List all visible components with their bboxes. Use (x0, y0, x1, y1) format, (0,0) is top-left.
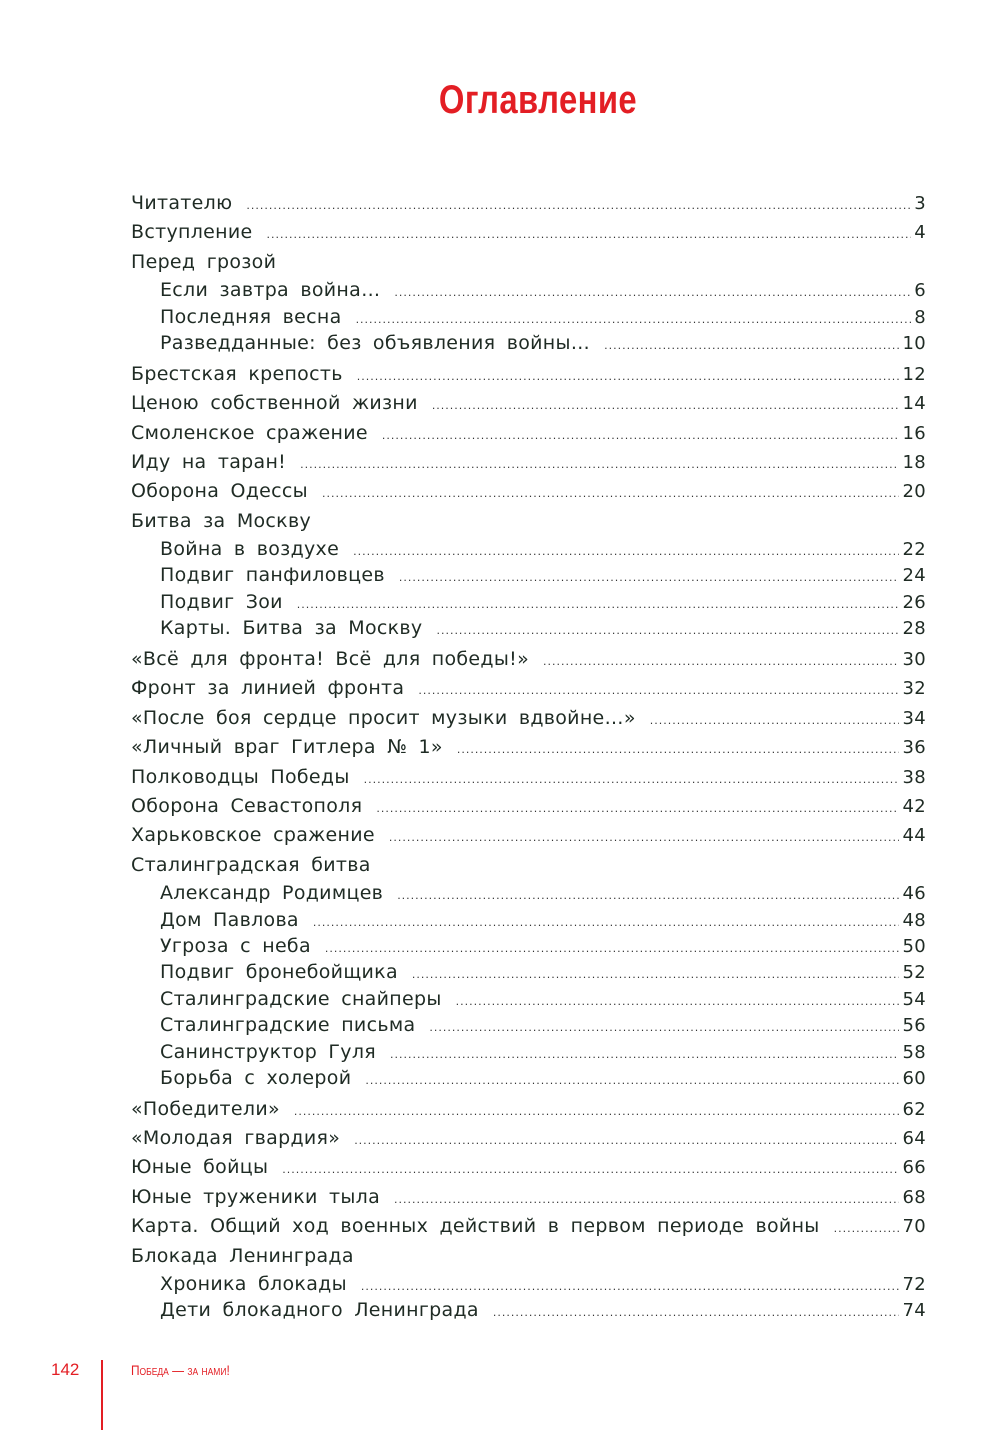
toc-entry-page: 3 (914, 193, 926, 214)
toc-entry[interactable] (131, 304, 926, 330)
toc-entry-label: Юные труженики тыла (131, 1185, 381, 1208)
toc-entry[interactable] (131, 733, 926, 762)
toc-entry[interactable] (131, 507, 926, 536)
toc-entry-page: 48 (902, 909, 926, 931)
dot-leader (382, 421, 900, 450)
toc-entry[interactable] (131, 1297, 926, 1323)
toc-entry-page: 16 (902, 422, 926, 444)
toc-entry-label: Подвиг бронебойщика (160, 961, 398, 984)
dot-leader (399, 565, 900, 591)
toc-entry[interactable] (131, 536, 926, 562)
dot-leader (313, 910, 900, 936)
toc-entry-page: 14 (902, 393, 926, 415)
toc-entry-label: Если завтра война… (160, 279, 381, 302)
dot-leader (412, 962, 900, 988)
toc-entry-label: Угроза с неба (160, 934, 311, 957)
dot-leader (246, 191, 911, 220)
toc-entry[interactable] (131, 477, 926, 506)
dot-leader (364, 765, 900, 794)
toc-entry[interactable] (131, 615, 926, 641)
dot-leader (325, 936, 900, 962)
toc-entry-page: 36 (902, 737, 926, 759)
toc-entry-label: Полководцы Победы (131, 765, 350, 788)
toc-entry[interactable] (131, 1153, 926, 1182)
toc-entry[interactable] (131, 907, 926, 933)
toc-entry-label: Смоленское сражение (131, 421, 368, 444)
toc-entry-label: Война в воздухе (160, 538, 340, 561)
toc-entry-page: 46 (902, 883, 926, 905)
toc-entry-page: 74 (902, 1300, 926, 1322)
toc-entry-label: Дом Павлова (160, 908, 299, 931)
toc-entry-label: Блокада Ленинграда (131, 1244, 354, 1267)
dot-leader (543, 647, 899, 676)
dot-leader (322, 479, 900, 508)
toc-entry-label: Оборона Одессы (131, 480, 308, 503)
dot-leader (353, 539, 899, 565)
toc-entry-label: Сталинградские снайперы (160, 987, 442, 1010)
toc-entry-label: «Личный враг Гитлера № 1» (131, 736, 443, 759)
toc-entry[interactable] (131, 704, 926, 733)
toc-entry-page: 34 (902, 707, 926, 729)
dot-leader (394, 280, 911, 306)
dot-leader (604, 333, 899, 359)
toc-entry[interactable] (131, 1065, 926, 1091)
dot-leader (650, 706, 900, 735)
toc-entry-label: Карта. Общий ход военных действий в первом периоде войны (131, 1215, 820, 1238)
toc-entry-label: «Всё для фронта! Всё для победы!» (131, 648, 529, 671)
toc-entry-page: 70 (902, 1216, 926, 1238)
toc-entry-page: 32 (902, 678, 926, 700)
dot-leader (294, 1097, 900, 1126)
toc-entry-label: Битва за Москву (131, 509, 311, 532)
dot-leader (376, 794, 899, 823)
toc-entry[interactable] (131, 419, 926, 448)
toc-entry-page: 12 (902, 363, 926, 385)
toc-entry-page: 56 (902, 1015, 926, 1037)
dot-leader (397, 883, 899, 909)
toc-entry[interactable] (131, 851, 926, 880)
toc-entry-page: 8 (914, 306, 926, 328)
dot-leader (357, 362, 900, 391)
toc-entry[interactable] (131, 1212, 926, 1241)
toc-entry[interactable] (131, 562, 926, 588)
dot-leader (389, 823, 900, 852)
dot-leader (834, 1214, 900, 1243)
toc-entry-page: 4 (914, 222, 926, 244)
toc-entry[interactable] (131, 189, 926, 218)
dot-leader (436, 618, 899, 644)
toc-entry[interactable] (131, 330, 926, 356)
toc-entry[interactable] (131, 1183, 926, 1212)
toc-entry-label: Борьба с холерой (160, 1066, 352, 1089)
toc-entry-page: 66 (902, 1157, 926, 1179)
dot-leader (390, 1042, 899, 1068)
toc-entry-page: 6 (914, 280, 926, 302)
dot-leader (267, 220, 912, 249)
dot-leader (457, 735, 900, 764)
toc-entry-label: Вступление (131, 221, 253, 244)
toc-entry-label: Иду на таран! (131, 450, 287, 473)
toc-entry-label: Карты. Битва за Москву (160, 617, 423, 640)
dot-leader (354, 1126, 899, 1155)
toc-entry-page: 18 (902, 451, 926, 473)
toc-entry-page: 72 (902, 1274, 926, 1296)
toc-entry-label: Сталинградские письма (160, 1014, 416, 1037)
toc-entry-page: 54 (902, 988, 926, 1010)
toc-entry-page: 24 (902, 565, 926, 587)
toc-entry-page: 26 (902, 591, 926, 613)
toc-entry-label: Ценою собственной жизни (131, 392, 418, 415)
toc-entry[interactable] (131, 448, 926, 477)
toc-entry[interactable] (131, 1095, 926, 1124)
toc-entry[interactable] (131, 821, 926, 850)
toc-entry-label: Брестская крепость (131, 362, 343, 385)
dot-leader (394, 1185, 899, 1214)
toc-entry-page: 30 (902, 649, 926, 671)
toc-entry[interactable] (131, 959, 926, 985)
toc-entry-page: 38 (902, 766, 926, 788)
toc-entry-page: 68 (902, 1186, 926, 1208)
toc-entry[interactable] (131, 589, 926, 615)
toc-entry-page: 44 (902, 825, 926, 847)
toc-entry[interactable] (131, 763, 926, 792)
toc-entry-label: Юные бойцы (131, 1156, 269, 1179)
footer-book-title: Победа — за нами! (131, 1362, 230, 1378)
toc-entry[interactable] (131, 986, 926, 1012)
footer-divider (101, 1360, 103, 1430)
toc-entry-page: 22 (902, 539, 926, 561)
toc-entry-page: 50 (902, 935, 926, 957)
toc-entry[interactable] (131, 645, 926, 674)
dot-leader (282, 1155, 899, 1184)
toc-entry[interactable] (131, 248, 926, 277)
toc-entry-page: 10 (902, 332, 926, 354)
toc-entry-label: Фронт за линией фронта (131, 677, 405, 700)
toc-entry[interactable] (131, 880, 926, 906)
toc-entry-label: Хроника блокады (160, 1273, 347, 1296)
toc-entry-page: 60 (902, 1067, 926, 1089)
toc-entry-label: Оборона Севастополя (131, 794, 363, 817)
toc-entry-page: 28 (902, 618, 926, 640)
toc-entry-label: Харьковское сражение (131, 824, 375, 847)
toc-entry[interactable] (131, 1039, 926, 1065)
toc-entry-page: 20 (902, 481, 926, 503)
toc-entry[interactable] (131, 277, 926, 303)
table-of-contents (131, 189, 926, 1324)
dot-leader (418, 676, 899, 705)
toc-entry-label: Читателю (131, 192, 233, 214)
toc-entry[interactable] (131, 218, 926, 247)
toc-entry-label: Последняя весна (160, 305, 342, 328)
footer-page-number: 142 (51, 1360, 80, 1379)
toc-entry-page: 52 (902, 962, 926, 984)
toc-entry-label: «Победители» (131, 1097, 280, 1120)
toc-entry-label: Дети блокадного Ленинграда (160, 1299, 479, 1322)
dot-leader (432, 391, 900, 420)
toc-entry[interactable] (131, 389, 926, 418)
toc-entry-label: Сталинградская битва (131, 853, 371, 876)
page-title: Оглавление (438, 78, 638, 122)
dot-leader (365, 1068, 899, 1094)
dot-leader (456, 989, 900, 1015)
toc-entry-label: Перед грозой (131, 250, 277, 273)
toc-entry-label: «Молодая гвардия» (131, 1127, 341, 1150)
toc-entry-page: 42 (902, 795, 926, 817)
toc-entry-label: Подвиг панфиловцев (160, 564, 385, 587)
toc-entry-page: 62 (902, 1098, 926, 1120)
toc-entry-label: Подвиг Зои (160, 590, 283, 613)
toc-entry[interactable] (131, 674, 926, 703)
toc-entry[interactable] (131, 1012, 926, 1038)
toc-entry-page: 58 (902, 1041, 926, 1063)
dot-leader (300, 450, 899, 479)
toc-entry-label: Разведданные: без объявления войны… (160, 331, 591, 354)
toc-entry-label: Александр Родимцев (160, 882, 384, 905)
dot-leader (429, 1015, 899, 1041)
toc-entry[interactable] (131, 1124, 926, 1153)
toc-entry[interactable] (131, 1242, 926, 1271)
toc-entry[interactable] (131, 933, 926, 959)
dot-leader (493, 1300, 900, 1326)
toc-entry[interactable] (131, 1271, 926, 1297)
toc-entry-label: «После боя сердце просит музыки вдвойне…» (131, 706, 636, 729)
toc-entry[interactable] (131, 792, 926, 821)
toc-entry-page: 64 (902, 1128, 926, 1150)
toc-entry-label: Санинструктор Гуля (160, 1040, 376, 1063)
toc-entry[interactable] (131, 360, 926, 389)
